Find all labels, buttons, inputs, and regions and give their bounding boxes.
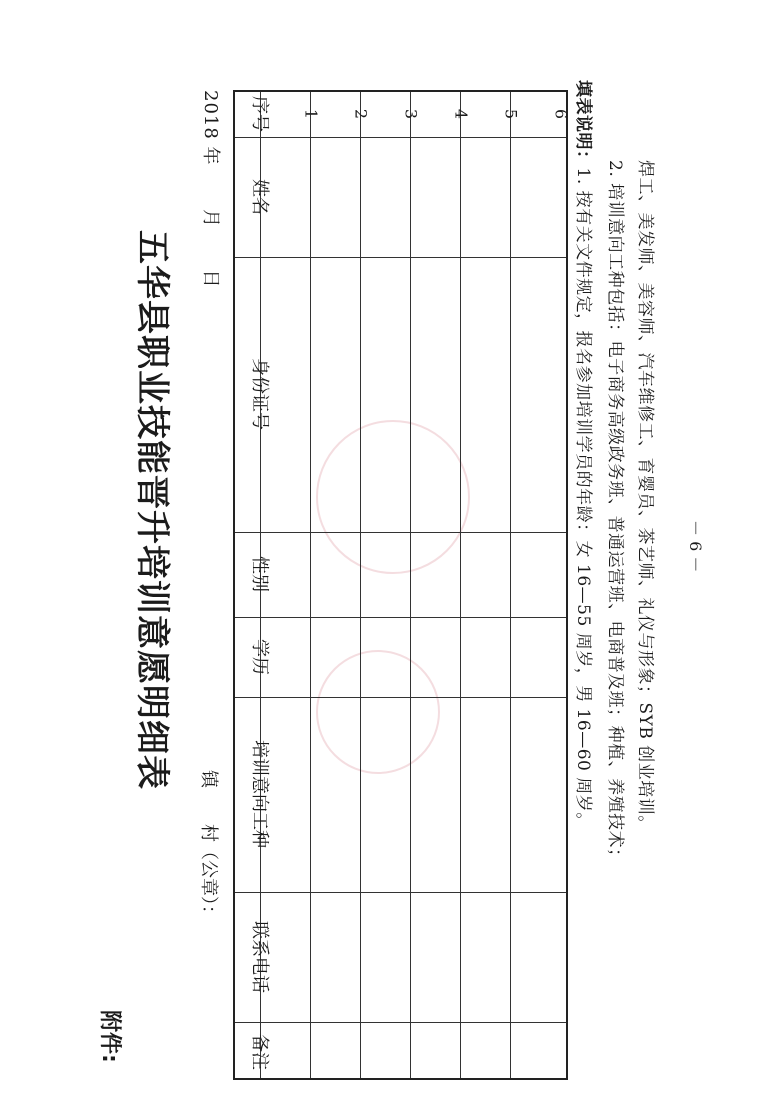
row-number: 5	[501, 108, 521, 120]
note-line-1	[573, 80, 598, 830]
col-divider	[235, 892, 566, 893]
row-number: 1	[301, 108, 321, 120]
row-number: 3	[401, 108, 421, 120]
note-item-2-continued: 焊工、美发师、美容师、汽车维修工、育婴员、茶艺师、礼仪与形象；SYB 创业培训。	[635, 160, 655, 833]
page-number: － 6 －	[686, 520, 705, 573]
col-divider	[235, 617, 566, 618]
col-divider	[235, 697, 566, 698]
application-table	[233, 90, 571, 1080]
note-item-1: 1. 按有关文件规定，报名参加培训学员的年龄：女 16—55 周岁，男 16—60 周岁。	[573, 167, 593, 830]
col-divider	[235, 257, 566, 258]
row-number: 2	[351, 108, 371, 120]
header-id-number: 身份证号	[249, 358, 270, 430]
header-education: 学历	[249, 639, 270, 675]
date-day: 日	[200, 269, 221, 289]
date-year: 2018 年	[200, 90, 221, 166]
row-number: 4	[451, 108, 471, 120]
row-divider	[310, 92, 311, 1078]
header-phone: 联系电话	[249, 921, 270, 993]
col-divider	[235, 137, 566, 138]
col-divider	[235, 532, 566, 533]
note-item-2: 2. 培训意向工种包括：电子商务高级政务班、普通运营班、电商普及班；种植、养殖技术；	[605, 160, 625, 866]
document-title: 五华县职业技能晋升培训意愿明细表	[132, 230, 172, 790]
row-divider	[360, 92, 361, 1078]
header-name: 姓名	[249, 179, 270, 215]
header-training-trade: 培训意向工种	[249, 740, 270, 848]
row-divider	[460, 92, 461, 1078]
header-remarks: 备注	[249, 1034, 270, 1070]
row-divider	[510, 92, 511, 1078]
row-number: 6	[551, 108, 571, 120]
header-gender: 性别	[249, 556, 270, 592]
header-serial: 序号	[249, 96, 270, 132]
date-month: 月	[200, 209, 221, 228]
date-line	[199, 90, 225, 288]
attachment-label: 附件:	[97, 1010, 122, 1063]
village-seal-label: 镇 村（公章）：	[198, 770, 219, 923]
row-divider	[410, 92, 411, 1078]
col-divider	[235, 1022, 566, 1023]
notes-label: 填表说明：	[573, 80, 593, 168]
